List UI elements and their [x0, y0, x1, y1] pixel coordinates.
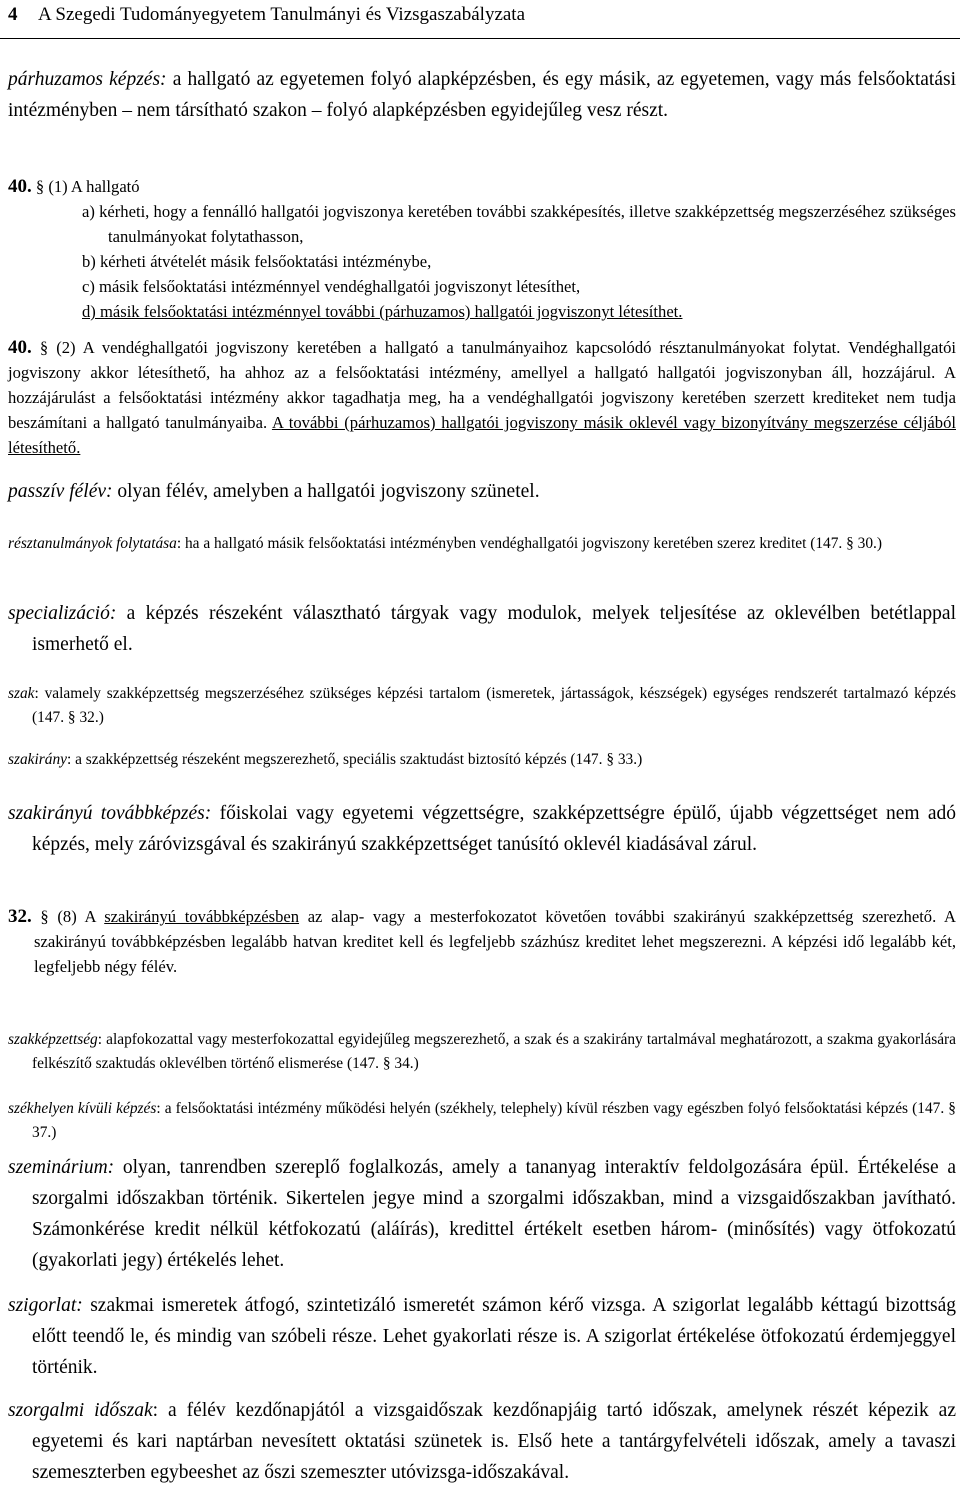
definition: a képzés részeként választható tárgyak vagy modulok, melyek teljesítése az oklevélben betétlappal ismerhető el.	[32, 603, 956, 655]
term: szakképzettség	[8, 1031, 98, 1048]
term: szeminárium:	[8, 1157, 115, 1178]
section-pre: § (8) A	[31, 907, 105, 926]
section-40-2	[8, 335, 956, 460]
term: székhelyen kívüli képzés	[8, 1100, 157, 1117]
section-text: § (2) A vendéghallgatói jogviszony keretében a hallgató a tanulmányaihoz kapcsolódó résztanulmányokat folytat. Vendéghallgatói jogviszony akkor létesíthető, ha ahhoz az a felsőoktatási intézmény, amellyel a hallgató hallgatói jogviszonyban áll, hozzájárul. A hozzájárulást a felsőoktatási intézmény akkor tagadhatja meg, ha a vendéghallgatói jogviszony keretében szerzett krediteket nem tudja beszámítani a hallgató tanulmányaiba.	[8, 338, 956, 432]
definition: szakmai ismeretek átfogó, szintetizáló ismeretét számon kérő vizsga. A szigorlat legalább kéttagú bizottság előtt teendő le, és mindig van szóbeli része. Lehet gyakorlati része is. A szigorlat értékelése ötfokozatú érdemjeggyel történik.	[32, 1295, 956, 1378]
entry-resztanulmanyok	[8, 532, 956, 556]
entry-passziv-felev	[8, 476, 956, 507]
underlined-text: szakirányú továbbképzésben	[104, 907, 300, 926]
term: specializáció:	[8, 603, 117, 624]
definition: : a felsőoktatási intézmény működési helyén (székhely, telephely) kívül részben vagy egészben folyó felsőoktatási képzés (147. § 37.)	[32, 1100, 956, 1141]
entry-szak	[8, 682, 956, 729]
section-40-1	[8, 174, 956, 324]
entry-szakiranyu-tovabbkepzes	[8, 798, 956, 860]
underlined-text: A további (párhuzamos) hallgatói jogviszony másik oklevél vagy bizonyítvány megszerzése céljából létesíthető.	[8, 413, 956, 457]
definition: a hallgató az egyetemen folyó alapképzésben, és egy másik, az egyetemen, vagy más felsőoktatási intézményben – nem társítható szakon – folyó alapképzésben egyidejűleg vesz részt.	[8, 69, 956, 121]
term: résztanulmányok folytatása	[8, 535, 177, 552]
list-item: b) kérheti átvételét másik felsőoktatási intézménybe,	[82, 252, 432, 271]
entry-szakkepzettseg	[8, 1028, 956, 1075]
entry-szigorlat	[8, 1290, 956, 1383]
definition: olyan félév, amelyben a hallgatói jogviszony szünetel.	[112, 481, 540, 502]
entry-parhuzamos-kepzes	[8, 64, 956, 126]
section-32-8	[8, 904, 956, 979]
term: szakirányú továbbképzés:	[8, 803, 212, 824]
definition: : valamely szakképzettség megszerzéséhez szükséges képzési tartalom (ismeretek, jártasságok, készségek) egységes rendszerét tartalmazó képzés (147. § 32.)	[32, 685, 956, 726]
document-title: A Szegedi Tudományegyetem Tanulmányi és Vizsgaszabályzata	[38, 4, 526, 25]
entry-szeminarium	[8, 1152, 956, 1276]
term: szigorlat:	[8, 1295, 83, 1316]
page-header	[0, 0, 960, 39]
term: szak	[8, 685, 35, 702]
list-item: d) másik felsőoktatási intézménnyel további (párhuzamos) hallgatói jogviszonyt létesíthet.	[82, 302, 683, 321]
entry-szorgalmi-idoszak	[8, 1395, 956, 1488]
definition: : a félév kezdőnapjától a vizsgaidőszak kezdőnapjáig tartó időszak, amelynek részét képezik az egyetemi és kari naptárban nevesített oktatási szünetek is. Első hete a tantárgyfelvételi időszak, amely a tavaszi szemeszterben egybeeshet az őszi szemeszter utóvizsga-időszakával.	[32, 1400, 956, 1483]
definition: : ha a hallgató másik felsőoktatási intézményben vendéghallgatói jogviszony keretében szerez kreditet (147. § 30.)	[176, 535, 883, 552]
section-number: 32.	[8, 906, 32, 927]
section-intro: § (1) A hallgató	[31, 177, 140, 196]
list-item: c) másik felsőoktatási intézménnyel vendéghallgatói jogviszonyt létesíthet,	[82, 277, 581, 296]
definition: : alapfokozattal vagy mesterfokozattal egyidejűleg megszerezhető, a szak és a szakirány tartalmával meghatározott, a szakma gyakorlására felkészítő szaktudás oklevélben történő elismerése (147. § 34.)	[32, 1031, 956, 1072]
page-number: 4	[8, 4, 18, 25]
entry-szekhelyen-kivuli	[8, 1097, 956, 1144]
term: párhuzamos képzés:	[8, 69, 167, 90]
term: szakirány	[8, 751, 67, 768]
section-text: az alap- vagy a mesterfokozatot követően további szakirányú szakképzettség szerezhető. A szakirányú továbbképzésben legalább hatvan kreditet kell és legfeljebb százhúsz kreditet lehet megszerezni. A képzési idő legalább két, legfeljebb négy félév.	[34, 907, 956, 976]
section-number: 40.	[8, 337, 32, 358]
term: passzív félév:	[8, 481, 113, 502]
definition: : a szakképzettség részeként megszerezhető, speciális szaktudást biztosító képzés (147. § 33.)	[67, 751, 643, 768]
entry-specializacio	[8, 598, 956, 660]
entry-szakirany	[8, 748, 956, 772]
term: szorgalmi időszak	[8, 1400, 153, 1421]
list-item: a) kérheti, hogy a fennálló hallgatói jogviszonya keretében további szakképesítés, illetve szakképzettség megszerzéséhez szükséges tanulmányokat folytathasson,	[82, 202, 956, 246]
definition: főiskolai vagy egyetemi végzettségre, szakképzettségre épülő, újabb végzettséget nem adó képzés, mely záróvizsgával és szakirányú szakképzettséget tanúsító oklevél kiadásával zárul.	[32, 803, 957, 855]
section-number: 40.	[8, 176, 32, 197]
definition: olyan, tanrendben szereplő foglalkozás, amely a tananyag interaktív feldolgozására épül. Értékelése a szorgalmi időszakban történik. Sikertelen jegye mind a szorgalmi időszakban, mind a vizsgaidőszakban javítható. Számonkérése kredit nélkül kétfokozatú (aláírás), kredittel értékelt esetben három- (minősítés) vagy ötfokozatú (gyakorlati jegy) értékelés lehet.	[32, 1157, 956, 1271]
